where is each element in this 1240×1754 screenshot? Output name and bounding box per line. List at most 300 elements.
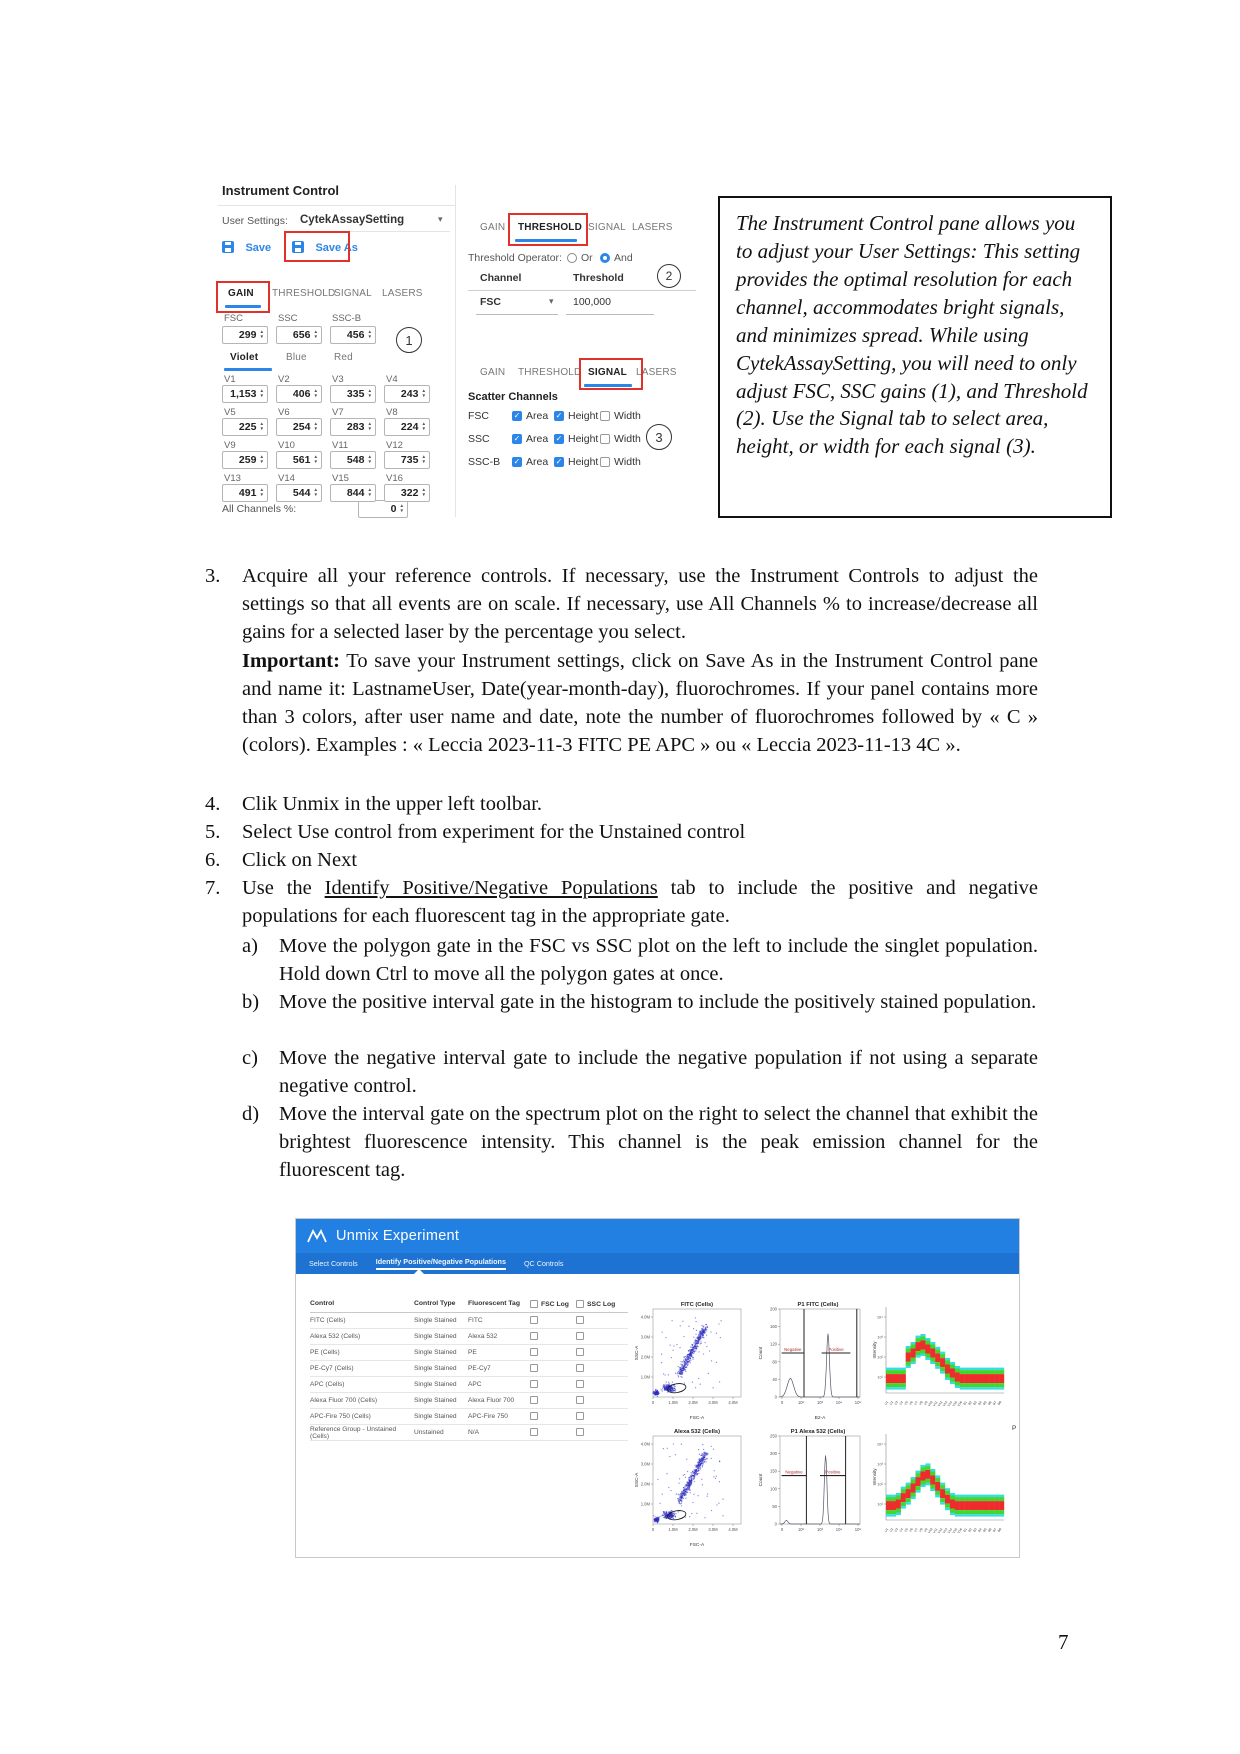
chevron-down-icon[interactable]: ▾ (549, 296, 554, 306)
sig-tab-lasers[interactable]: LASERS (636, 367, 677, 378)
column-header: FSC Log (530, 1300, 576, 1308)
channel-label-V5: V5 (224, 407, 236, 418)
row-checkbox[interactable] (576, 1428, 584, 1436)
svg-text:B5: B5 (982, 1400, 988, 1406)
row-checkbox[interactable] (530, 1332, 538, 1340)
svg-text:V16: V16 (956, 1400, 964, 1408)
svg-text:10¹: 10¹ (877, 1501, 883, 1507)
svg-text:B2: B2 (967, 1527, 973, 1533)
svg-text:10³: 10³ (877, 1461, 883, 1467)
cell: Single Stained (414, 1397, 457, 1404)
substep-number: d) (242, 1103, 260, 1125)
step-text: tab to include the positive and negative populations for each fluorescent tag in the appropriate gate. (242, 877, 1039, 927)
callout-1: 1 (396, 327, 422, 353)
cell: PE-Cy7 (468, 1365, 491, 1372)
histogram-plot[interactable] (754, 1297, 866, 1421)
threshold-row-value[interactable]: 100,000 (573, 296, 611, 308)
channel-spinner-V12[interactable] (384, 451, 430, 469)
svg-text:Intensity: Intensity (872, 1341, 877, 1359)
svg-text:B6: B6 (987, 1400, 993, 1406)
channel-spinner-V16[interactable] (384, 484, 430, 502)
channel-label-V8: V8 (386, 407, 398, 418)
active-laser-underline (224, 368, 272, 371)
svg-text:V3: V3 (893, 1527, 900, 1533)
column-header: Control (310, 1300, 335, 1307)
svg-text:10⁵: 10⁵ (854, 1527, 862, 1532)
row-checkbox[interactable] (576, 1316, 584, 1324)
svg-text:3.0M: 3.0M (640, 1334, 650, 1340)
gain-spinner-SSC[interactable] (276, 326, 322, 344)
spinner-arrows[interactable]: ▲ ▼ (421, 487, 426, 497)
substep-text: Move the negative interval gate to include the negative population if not using a separate negative control. (279, 1047, 1038, 1097)
svg-text:V13: V13 (941, 1400, 949, 1408)
svg-text:V14: V14 (946, 1400, 954, 1408)
svg-text:10³: 10³ (816, 1400, 824, 1405)
col-channel: Channel (480, 272, 522, 284)
svg-text:P1 FITC (Cells): P1 FITC (Cells) (797, 1302, 839, 1308)
channel-label-V15: V15 (332, 473, 349, 484)
row-checkbox[interactable] (576, 1412, 584, 1420)
laser-tab-violet[interactable]: Violet (230, 352, 259, 363)
cell: Single Stained (414, 1317, 457, 1324)
spinner-arrows[interactable]: ▲ ▼ (367, 487, 372, 497)
svg-text:V11: V11 (932, 1400, 939, 1408)
row-checkbox[interactable] (530, 1380, 538, 1388)
divider (468, 290, 696, 291)
svg-text:2.0M: 2.0M (640, 1354, 650, 1360)
tab-gain[interactable]: GAIN (228, 288, 254, 299)
spectrum-plot[interactable] (870, 1424, 1016, 1552)
svg-text:1.0M: 1.0M (668, 1400, 678, 1405)
channel-spinner-V15-value: 844 (346, 487, 365, 499)
step-6 (205, 846, 1038, 874)
cell: APC-Fire 750 (Cells) (310, 1413, 371, 1420)
row-checkbox[interactable] (530, 1396, 538, 1404)
svg-text:150: 150 (770, 1468, 777, 1474)
svg-text:0: 0 (774, 1521, 777, 1527)
svg-text:1.0M: 1.0M (640, 1374, 650, 1380)
svg-text:50: 50 (772, 1503, 777, 1509)
cell: Alexa Fluor 700 (468, 1397, 515, 1404)
channel-spinner-V12-value: 735 (400, 454, 419, 466)
svg-text:10⁴: 10⁴ (835, 1400, 843, 1405)
svg-text:B5: B5 (982, 1527, 988, 1533)
scatter-plot[interactable] (631, 1424, 749, 1548)
tab-lasers[interactable]: LASERS (382, 288, 423, 299)
channel-spinner-V1-value: 1,153 (230, 388, 257, 400)
spinner-arrows[interactable]: ▲ ▼ (313, 388, 318, 398)
scatter-channels-label: Scatter Channels (468, 391, 558, 403)
step-number: 5. (205, 821, 221, 843)
svg-text:0: 0 (774, 1394, 777, 1400)
divider (218, 205, 455, 206)
svg-text:100: 100 (770, 1486, 777, 1492)
gain-label-SSC: SSC (278, 313, 298, 324)
channel-spinner-V3[interactable] (330, 385, 376, 403)
channel-spinner-V5-value: 225 (238, 421, 257, 433)
all-channels-value: 0 (390, 503, 397, 515)
step-number: 4. (205, 793, 221, 815)
svg-text:B7: B7 (991, 1527, 998, 1533)
column-header: SSC Log (576, 1300, 620, 1308)
cell: Alexa 532 (Cells) (310, 1333, 361, 1340)
channel-spinner-V13-value: 491 (238, 487, 257, 499)
sig-tab-gain[interactable]: GAIN (480, 367, 506, 378)
spinner-arrows[interactable]: ▲ ▼ (313, 454, 318, 464)
radio-and-label: And (614, 252, 633, 264)
callout-2: 2 (657, 264, 681, 288)
histogram-plot[interactable] (754, 1424, 866, 1548)
svg-text:2.0M: 2.0M (688, 1527, 698, 1532)
spinner-arrows[interactable]: ▲ ▼ (367, 388, 372, 398)
radio-or-label: Or (581, 252, 593, 264)
thr-tab-signal[interactable]: SIGNAL (588, 222, 626, 233)
channel-spinner-V6[interactable] (276, 418, 322, 436)
panel-border (455, 185, 456, 517)
gain-spinner-SSC-value: 656 (292, 329, 311, 341)
spectrum-plot[interactable] (870, 1297, 1016, 1425)
row-checkbox[interactable] (576, 1380, 584, 1388)
row-checkbox[interactable] (530, 1348, 538, 1356)
spinner-arrows[interactable]: ▲ ▼ (421, 454, 426, 464)
channel-spinner-V11-value: 548 (346, 454, 365, 466)
svg-text:V15: V15 (951, 1527, 959, 1535)
svg-text:SSC-A: SSC-A (635, 1345, 640, 1361)
channel-spinner-V5[interactable] (222, 418, 268, 436)
svg-text:B1: B1 (962, 1527, 968, 1533)
svg-text:B3: B3 (972, 1527, 978, 1533)
spinner-arrows[interactable]: ▲ ▼ (367, 421, 372, 431)
channel-spinner-V11[interactable] (330, 451, 376, 469)
cell: APC (Cells) (310, 1381, 345, 1388)
svg-text:120: 120 (770, 1341, 777, 1347)
svg-text:V10: V10 (926, 1527, 934, 1535)
channel-spinner-V6-value: 254 (292, 421, 311, 433)
svg-text:10⁴: 10⁴ (876, 1441, 883, 1447)
width-label: Width (614, 456, 641, 468)
svg-text:4.0M: 4.0M (640, 1314, 650, 1320)
width-checkbox[interactable] (600, 457, 610, 467)
svg-text:B4: B4 (977, 1527, 983, 1533)
radio-or[interactable] (567, 253, 577, 263)
user-settings-value[interactable]: CytekAssaySetting (300, 214, 405, 226)
spinner-arrows[interactable]: ▲ ▼ (313, 487, 318, 497)
row-checkbox[interactable] (530, 1412, 538, 1420)
svg-text:V3: V3 (893, 1400, 900, 1406)
channel-label-V2: V2 (278, 374, 290, 385)
cell: Unstained (414, 1429, 444, 1436)
step-text: Acquire all your reference controls. If necessary, use the Instrument Controls to adjust the settings so that all events are on scale. If necessary, use All Channels % to increase/decrease all gains for a selected laser by the percentage you select. (242, 565, 1038, 643)
clipped-plot-title: P (1012, 1425, 1017, 1432)
channel-spinner-V8-value: 224 (400, 421, 419, 433)
area-checkbox[interactable]: ✓ (513, 457, 521, 466)
area-checkbox[interactable]: ✓ (513, 434, 521, 443)
cell: Single Stained (414, 1381, 457, 1388)
unmix-tab-identify-populations[interactable]: Identify Positive/Negative Populations (376, 1257, 506, 1270)
row-checkbox[interactable] (530, 1364, 538, 1372)
svg-text:V5: V5 (903, 1400, 909, 1406)
step-4 (205, 790, 1038, 818)
substep-text: Move the polygon gate in the FSC vs SSC plot on the left to include the singlet population. Hold down Ctrl to move all the polygon gates at once. (279, 935, 1038, 985)
channel-label-V7: V7 (332, 407, 344, 418)
step-text: Use the (242, 877, 325, 899)
spinner-arrows[interactable]: ▲ ▼ (399, 503, 404, 513)
height-label: Height (568, 410, 599, 422)
height-checkbox[interactable]: ✓ (555, 411, 563, 420)
spinner-arrows[interactable]: ▲ ▼ (313, 421, 318, 431)
spinner-arrows[interactable]: ▲ ▼ (421, 388, 426, 398)
unmix-tabbar (296, 1253, 1019, 1274)
svg-text:B6: B6 (987, 1527, 993, 1533)
svg-text:1.0M: 1.0M (668, 1527, 678, 1532)
svg-text:10⁴: 10⁴ (835, 1527, 843, 1532)
substep-c (242, 1044, 1038, 1100)
table-header-row (310, 1295, 628, 1313)
svg-text:10²: 10² (877, 1354, 883, 1360)
svg-text:V7: V7 (913, 1400, 919, 1406)
channel-spinner-V9[interactable] (222, 451, 268, 469)
channel-spinner-V7[interactable] (330, 418, 376, 436)
laser-tab-red[interactable]: Red (334, 352, 353, 363)
save-as-label: Save As (315, 242, 358, 254)
svg-text:Intensity: Intensity (872, 1468, 877, 1486)
step-text: Clik Unmix in the upper left toolbar. (242, 793, 543, 815)
channel-label-V9: V9 (224, 440, 236, 451)
substep-text: Move the positive interval gate in the histogram to include the positively stained population. (279, 991, 1037, 1013)
spinner-arrows[interactable]: ▲ ▼ (421, 421, 426, 431)
svg-text:B4: B4 (977, 1400, 983, 1406)
signal-row-label: SSC-B (468, 456, 501, 468)
svg-text:FSC-A: FSC-A (689, 1543, 705, 1548)
gain-spinner-SSC-B[interactable] (330, 326, 376, 344)
header-checkbox[interactable] (576, 1300, 584, 1308)
gain-label-FSC: FSC (224, 313, 243, 324)
threshold-row-channel[interactable]: FSC (480, 296, 501, 308)
important-note (242, 647, 1038, 759)
step-text: Click on Next (242, 849, 358, 871)
svg-text:V2: V2 (888, 1400, 895, 1406)
important-text: To save your Instrument settings, click on Save As in the Instrument Control pane and name it: LastnameUser, Date(year-month-day), fluorochromes. If your panel contains more than 3 colors, after user name and date, note the number of fluorochromes followed by « C » (colors). Examples : « Leccia 2023-11-3 FITC PE APC » ou « Leccia 2023-11-13 4C ». (242, 650, 1038, 756)
svg-text:B8: B8 (996, 1400, 1003, 1406)
svg-text:Alexa 532 (Cells): Alexa 532 (Cells) (673, 1429, 721, 1435)
active-tab-underline (515, 239, 577, 242)
svg-text:FSC-A: FSC-A (689, 1416, 705, 1421)
channel-label-V12: V12 (386, 440, 403, 451)
tab-signal[interactable]: SIGNAL (334, 288, 372, 299)
sig-tab-signal[interactable]: SIGNAL (588, 367, 627, 378)
svg-text:FITC (Cells): FITC (Cells) (680, 1302, 714, 1308)
cell: Single Stained (414, 1365, 457, 1372)
svg-text:V11: V11 (932, 1527, 939, 1535)
spinner-arrows[interactable]: ▲ ▼ (259, 487, 264, 497)
threshold-operator-label: Threshold Operator: (468, 252, 562, 264)
controls-table (310, 1295, 628, 1441)
chevron-down-icon[interactable]: ▾ (438, 214, 443, 224)
svg-text:200: 200 (770, 1451, 777, 1457)
height-checkbox[interactable]: ✓ (555, 434, 563, 443)
svg-text:V6: V6 (908, 1400, 914, 1406)
svg-text:2.0M: 2.0M (640, 1481, 650, 1487)
channel-spinner-V14[interactable] (276, 484, 322, 502)
active-tab-underline (584, 384, 632, 387)
cell: Single Stained (414, 1333, 457, 1340)
control-row[interactable] (310, 1425, 628, 1441)
active-tab-caret (414, 1269, 424, 1274)
channel-spinner-V13[interactable] (222, 484, 268, 502)
channel-spinner-V4[interactable] (384, 385, 430, 403)
svg-text:V10: V10 (926, 1400, 934, 1408)
all-channels-spinner[interactable] (358, 500, 408, 518)
height-checkbox[interactable]: ✓ (555, 457, 563, 466)
svg-text:250: 250 (770, 1433, 777, 1439)
svg-text:V4: V4 (898, 1400, 905, 1406)
svg-text:0: 0 (651, 1400, 655, 1405)
area-label: Area (526, 410, 549, 422)
height-label: Height (568, 456, 599, 468)
spinner-arrows[interactable]: ▲ ▼ (259, 329, 264, 339)
step-number: 6. (205, 849, 221, 871)
column-header: Control Type (414, 1300, 456, 1307)
svg-text:B2: B2 (967, 1400, 973, 1406)
sig-tab-threshold[interactable]: THRESHOLD (518, 367, 582, 378)
cell: Single Stained (414, 1413, 457, 1420)
svg-text:V7: V7 (913, 1527, 919, 1533)
width-checkbox[interactable] (600, 411, 610, 421)
svg-text:10²: 10² (877, 1481, 883, 1487)
cell: Alexa 532 (468, 1333, 498, 1340)
spinner-arrows[interactable]: ▲ ▼ (259, 421, 264, 431)
channel-spinner-V10[interactable] (276, 451, 322, 469)
svg-text:0: 0 (651, 1527, 655, 1532)
spinner-arrows[interactable]: ▲ ▼ (259, 454, 264, 464)
row-checkbox[interactable] (576, 1396, 584, 1404)
divider (300, 231, 450, 232)
positive-gate-label: Positive (828, 1347, 844, 1352)
thr-tab-lasers[interactable]: LASERS (632, 222, 673, 233)
cell: PE-Cy7 (Cells) (310, 1365, 354, 1372)
svg-text:V8: V8 (918, 1527, 924, 1533)
save-button[interactable] (222, 238, 271, 256)
svg-text:P1 Alexa 532 (Cells): P1 Alexa 532 (Cells) (790, 1429, 846, 1435)
row-checkbox[interactable] (576, 1348, 584, 1356)
channel-spinner-V1[interactable] (222, 385, 268, 403)
negative-gate-label: Negative (784, 1347, 802, 1352)
svg-text:200: 200 (770, 1306, 777, 1312)
radio-and[interactable] (600, 253, 610, 263)
col-threshold: Threshold (573, 272, 624, 284)
save-label: Save (245, 242, 272, 254)
channel-label-V13: V13 (224, 473, 241, 484)
scatter-plot[interactable] (631, 1297, 749, 1421)
svg-text:V12: V12 (936, 1400, 944, 1408)
svg-text:3.0M: 3.0M (640, 1461, 650, 1467)
channel-label-V11: V11 (332, 440, 349, 451)
svg-text:80: 80 (772, 1359, 777, 1365)
channel-spinner-V8[interactable] (384, 418, 430, 436)
svg-text:B8: B8 (996, 1527, 1003, 1533)
svg-text:0: 0 (780, 1527, 784, 1532)
svg-text:V4: V4 (898, 1527, 905, 1533)
svg-text:Count: Count (759, 1346, 764, 1360)
channel-spinner-V15[interactable] (330, 484, 376, 502)
cell: FITC (468, 1317, 483, 1324)
svg-text:B7: B7 (991, 1400, 998, 1406)
row-checkbox[interactable] (576, 1332, 584, 1340)
signal-row-label: FSC (468, 410, 489, 422)
svg-text:V1: V1 (883, 1400, 890, 1406)
unmix-titlebar (296, 1219, 1019, 1253)
svg-text:10³: 10³ (816, 1527, 824, 1532)
svg-text:V1: V1 (883, 1527, 890, 1533)
cell: PE (Cells) (310, 1349, 340, 1356)
cell: APC-Fire 750 (468, 1413, 508, 1420)
channel-spinner-V3-value: 335 (346, 388, 365, 400)
svg-text:10¹: 10¹ (877, 1374, 883, 1380)
svg-text:V9: V9 (923, 1527, 929, 1533)
negative-gate-label: Negative (785, 1469, 803, 1475)
svg-text:V12: V12 (936, 1527, 944, 1535)
row-checkbox[interactable] (530, 1428, 538, 1436)
row-checkbox[interactable] (530, 1316, 538, 1324)
tab-threshold[interactable]: THRESHOLD (272, 288, 336, 299)
substep-text: Move the interval gate on the spectrum plot on the right to select the channel that exhibit the brightest fluorescence intensity. This channel is the peak emission channel for the fluorescent tag. (279, 1103, 1038, 1181)
area-checkbox[interactable]: ✓ (513, 411, 521, 420)
svg-text:V5: V5 (903, 1527, 909, 1533)
width-label: Width (614, 410, 641, 422)
cell: N/A (468, 1429, 479, 1436)
width-label: Width (614, 433, 641, 445)
thr-tab-gain[interactable]: GAIN (480, 222, 506, 233)
channel-spinner-V10-value: 561 (292, 454, 311, 466)
thr-tab-threshold[interactable]: THRESHOLD (518, 222, 583, 233)
substep-number: a) (242, 935, 258, 957)
gain-spinner-FSC[interactable] (222, 326, 268, 344)
svg-text:3.0M: 3.0M (708, 1527, 718, 1532)
svg-text:4.0M: 4.0M (728, 1527, 738, 1532)
channel-spinner-V7-value: 283 (346, 421, 365, 433)
svg-text:V6: V6 (908, 1527, 914, 1533)
cell: FITC (Cells) (310, 1317, 346, 1324)
row-checkbox[interactable] (576, 1364, 584, 1372)
save-icon (222, 241, 234, 253)
save-as-icon (292, 241, 304, 253)
user-settings-label: User Settings: (222, 215, 288, 227)
laser-tab-blue[interactable]: Blue (286, 352, 307, 363)
spinner-arrows[interactable]: ▲ ▼ (313, 329, 318, 339)
unmix-tab-qc-controls[interactable]: QC Controls (523, 1259, 564, 1268)
gain-spinner-FSC-value: 299 (238, 329, 257, 341)
svg-text:10²: 10² (797, 1400, 805, 1405)
header-checkbox[interactable] (530, 1300, 538, 1308)
channel-spinner-V2[interactable] (276, 385, 322, 403)
save-as-button[interactable] (292, 238, 358, 256)
callout-3: 3 (646, 424, 672, 450)
svg-text:B3: B3 (972, 1400, 978, 1406)
unmix-tab-select-controls[interactable]: Select Controls (309, 1259, 358, 1268)
spinner-arrows[interactable]: ▲ ▼ (367, 454, 372, 464)
note-box: The Instrument Control pane allows you to adjust your User Settings: This setting provides the optimal resolution for each channel, accommodates bright signals, and minimizes spread. While using CytekAssaySetting, you will need to only adjust FSC, SSC gains (1), and Threshold (2). Use the Signal tab to select area, height, or width for each signal (3). (718, 196, 1112, 518)
svg-text:B1: B1 (962, 1400, 968, 1406)
spinner-arrows[interactable]: ▲ ▼ (259, 388, 264, 398)
spinner-arrows[interactable]: ▲ ▼ (367, 329, 372, 339)
width-checkbox[interactable] (600, 434, 610, 444)
svg-text:V2: V2 (888, 1527, 895, 1533)
step-text: Select Use control from experiment for the Unstained control (242, 821, 746, 843)
svg-text:V16: V16 (956, 1527, 964, 1535)
step-number: 3. (205, 565, 221, 587)
column-header: Fluorescent Tag (468, 1300, 520, 1307)
svg-text:10²: 10² (797, 1527, 805, 1532)
